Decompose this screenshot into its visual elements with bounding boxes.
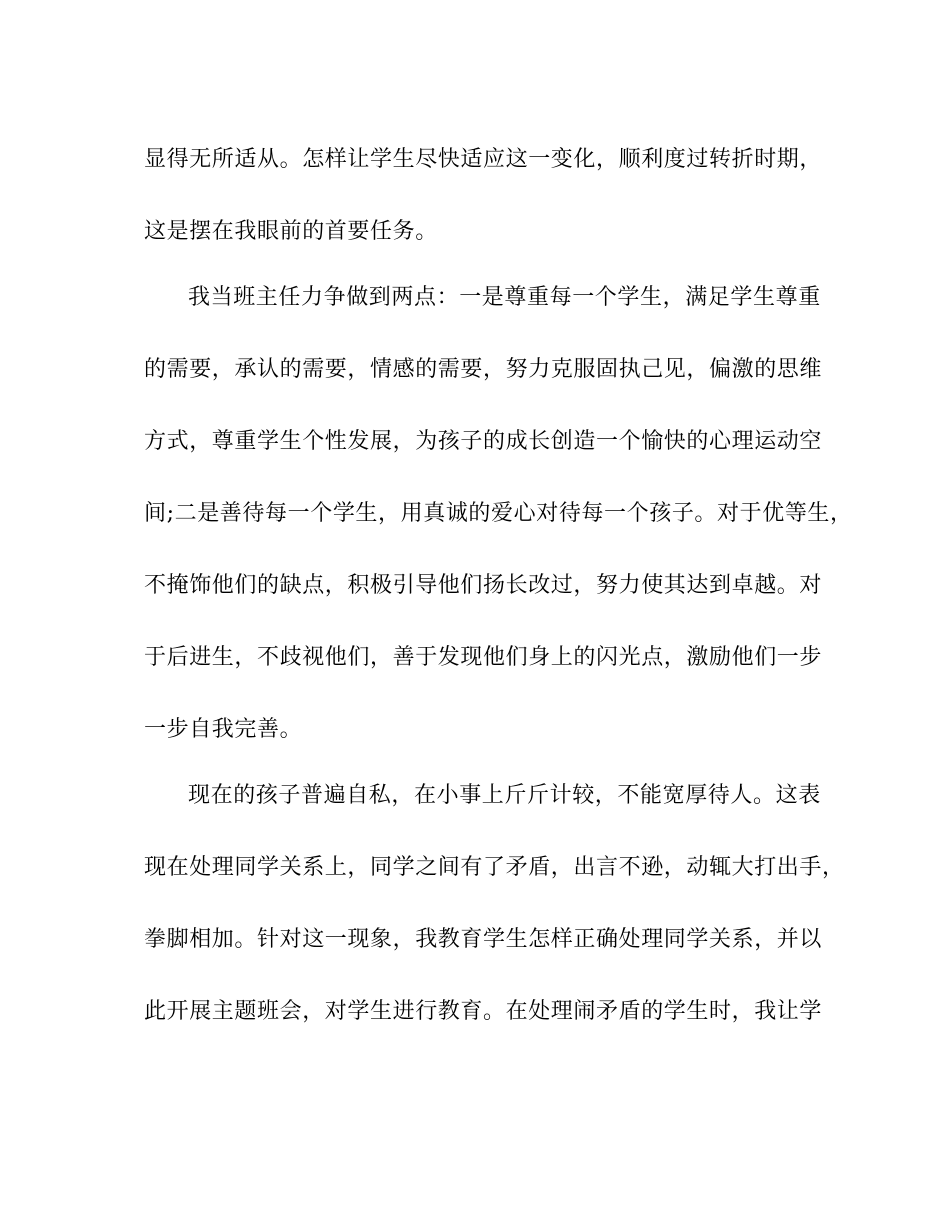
text-line-11: 现在处理同学关系上，同学之间有了矛盾，出言不逊，动辄大打出手，: [144, 855, 845, 880]
text-line-10: 现在的孩子普遍自私，在小事上斤斤计较，不能宽厚待人。这表: [188, 783, 821, 808]
text-line-2: 这是摆在我眼前的首要任务。: [144, 219, 438, 244]
text-line-5: 方式，尊重学生个性发展，为孩子的成长创造一个愉快的心理运动空: [144, 429, 823, 454]
text-line-1: 显得无所适从。怎样让学生尽快适应这一变化，顺利度过转折时期，: [144, 147, 823, 172]
text-line-4: 的需要，承认的需要，情感的需要，努力克服固执己见，偏激的思维: [144, 357, 823, 382]
text-line-9: 一步自我完善。: [144, 717, 303, 742]
text-line-7: 不掩饰他们的缺点，积极引导他们扬长改过，努力使其达到卓越。对: [144, 573, 823, 598]
text-line-12: 拳脚相加。针对这一现象，我教育学生怎样正确处理同学关系，并以: [144, 927, 823, 952]
document-body: [144, 138, 853, 1062]
text-line-3: 我当班主任力争做到两点：一是尊重每一个学生，满足学生尊重: [188, 285, 821, 310]
text-line-8: 于后进生，不歧视他们，善于发现他们身上的闪光点，激励他们一步: [144, 645, 823, 670]
text-line-6: 间;二是善待每一个学生，用真诚的爱心对待每一个孩子。对于优等生，: [144, 501, 853, 526]
text-line-13: 此开展主题班会，对学生进行教育。在处理闹矛盾的学生时，我让学: [144, 999, 823, 1024]
